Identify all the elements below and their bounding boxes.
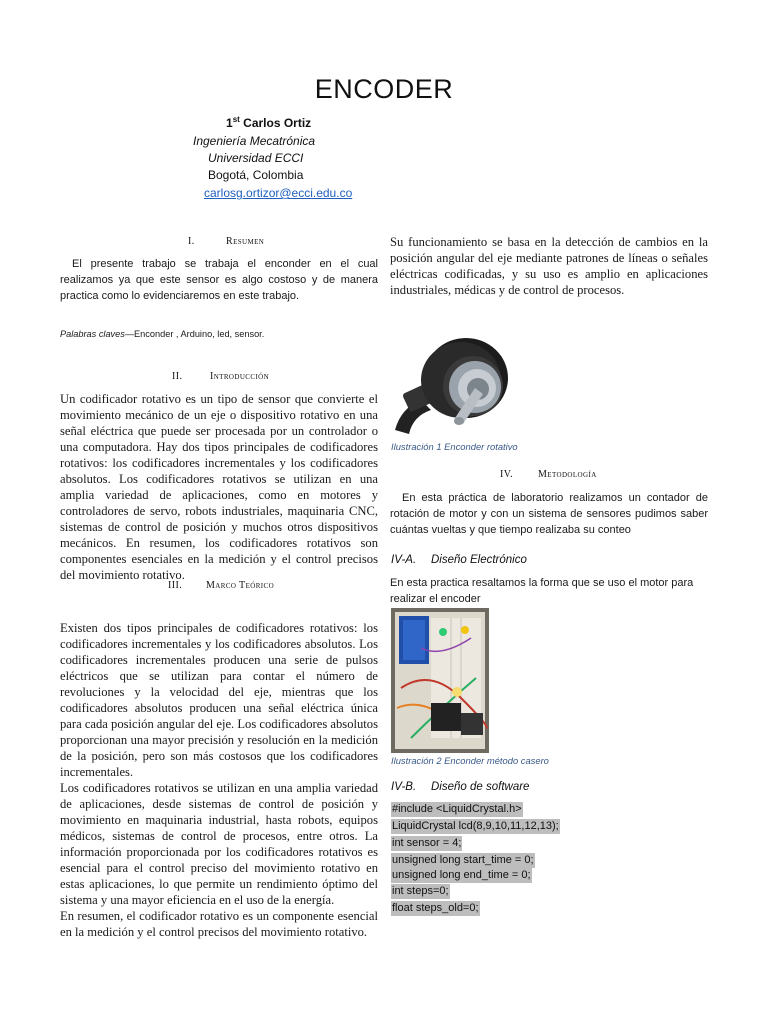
keywords	[60, 329, 378, 339]
code-line: unsigned long start_time = 0;	[392, 854, 534, 866]
code-line: int steps=0;	[392, 885, 449, 897]
keywords-label: Palabras claves	[60, 329, 125, 339]
section-title: Introducción	[210, 371, 270, 382]
code-line: LiquidCrystal lcd(8,9,10,11,12,13);	[392, 820, 559, 832]
author-university: Universidad ECCI	[208, 151, 304, 165]
author-ordinal: 1	[226, 116, 233, 130]
section-title: Marco Teórico	[206, 580, 275, 591]
keywords-text: —Enconder , Arduino, led, sensor.	[124, 329, 265, 339]
section-number: I.	[188, 236, 195, 247]
abstract-text: El presente trabajo se trabaja el enconder en el cual realizamos ya que este sensor es algo costoso y de manera practica como lo evidenciaremos en este trabajo.	[60, 258, 378, 302]
author-email-link[interactable]: carlosg.ortizor@ecci.edu.co	[204, 186, 353, 200]
section-heading-marco-teorico	[168, 580, 274, 591]
marco-paragraph-3: En resumen, el codificador rotativo es un componente esencial en la medición y el control precisos del movimiento rotativo.	[60, 909, 378, 939]
author-name: Carlos Ortiz	[243, 116, 312, 130]
code-line: float steps_old=0;	[392, 902, 479, 914]
subsection-title: Diseño Electrónico	[431, 554, 527, 566]
section-number: IV.	[500, 469, 513, 480]
author-location: Bogotá, Colombia	[208, 168, 304, 182]
author-ordinal-suffix: st	[232, 115, 240, 124]
figure-1-encoder-image	[391, 330, 526, 440]
section-number: III.	[168, 580, 183, 591]
figure-2-breadboard-image	[391, 608, 489, 753]
section-title: Metodología	[538, 469, 597, 480]
section-heading-resumen	[188, 236, 264, 247]
paper-title: ENCODER	[314, 74, 454, 104]
subsection-number: IV-B.	[391, 781, 417, 793]
code-line: #include <LiquidCrystal.h>	[392, 803, 522, 815]
figure-2-caption: Ilustración 2 Enconder método casero	[391, 755, 549, 766]
right-intro-text: Su funcionamiento se basa en la detección de cambios en la posición angular del eje mediante patrones de líneas o señales eléctricas codificadas, y su uso es amplio en aplicaciones industriales, médicas y de control de procesos.	[390, 235, 708, 297]
subsection-number: IV-A.	[391, 554, 417, 566]
metodologia-text: En esta práctica de laboratorio realizamos un contador de rotación de motor y con un sistema de sensores pudimos saber cuántas vueltas y que tiempo realizaba su conteo	[390, 492, 708, 536]
introduction-text: Un codificador rotativo es un tipo de sensor que convierte el movimiento mecánico de un eje o dispositivo rotativo en una señal eléctrica que puede ser procesada por un controlador o una computadora. Hay dos tipos principales de codificadores rotativos: los codificadores incrementales y los codificadores absolutos. Los codificadores rotativos se utilizan en una amplia variedad de aplicaciones, como en motores y controladores de servo, robots industriales, maquinaria CNC, sistemas de control de posición y muchos otros dispositivos mecánicos. En resumen, los codificadores rotativos son componentes esenciales en la medición y el control precisos del movimiento rotativo.	[60, 392, 378, 582]
subsection-heading-diseno-electronico	[391, 554, 527, 566]
subsection-title: Diseño de software	[431, 781, 530, 793]
marco-teorico-body	[60, 620, 378, 940]
section-number: II.	[172, 371, 183, 382]
section-heading-metodologia	[500, 469, 597, 480]
diseno-electronico-text: En esta practica resaltamos la forma que se uso el motor para realizar el encoder	[390, 577, 694, 605]
code-line: unsigned long end_time = 0;	[392, 869, 531, 881]
code-line: int sensor = 4;	[392, 837, 462, 849]
subsection-heading-diseno-software	[391, 781, 529, 793]
section-heading-introduccion	[172, 371, 269, 382]
marco-paragraph-1: Existen dos tipos principales de codificadores rotativos: los codificadores incrementales y los codificadores absolutos. Los codificadores incrementales producen una serie de pulsos eléctricos que se utilizan para contar el número de revoluciones y la velocidad del eje, mientras que los codificadores absolutos producen una señal eléctrica única para cada posición angular del eje. Los codificadores absolutos proporcionan una mayor precisión y resolución en la medición de la posición, pero son más costosos que los codificadores incrementales.	[60, 621, 378, 779]
section-title: Resumen	[226, 236, 265, 247]
figure-1-caption: Ilustración 1 Enconder rotativo	[391, 441, 518, 452]
marco-paragraph-2: Los codificadores rotativos se utilizan en una amplia variedad de aplicaciones, desde sistemas de control de posición y movimiento en maquinaria industrial, hasta robots, equipos médicos, sistemas de control de procesos, entre otros. La información proporcionada por los codificadores rotativos es esencial para el control preciso del movimiento rotativo en estas aplicaciones, lo que permite un rendimiento óptimo del sistema y una mayor eficiencia en el uso de la energía.	[60, 781, 378, 907]
author-name-line	[226, 115, 311, 130]
author-department: Ingeniería Mecatrónica	[193, 134, 316, 148]
